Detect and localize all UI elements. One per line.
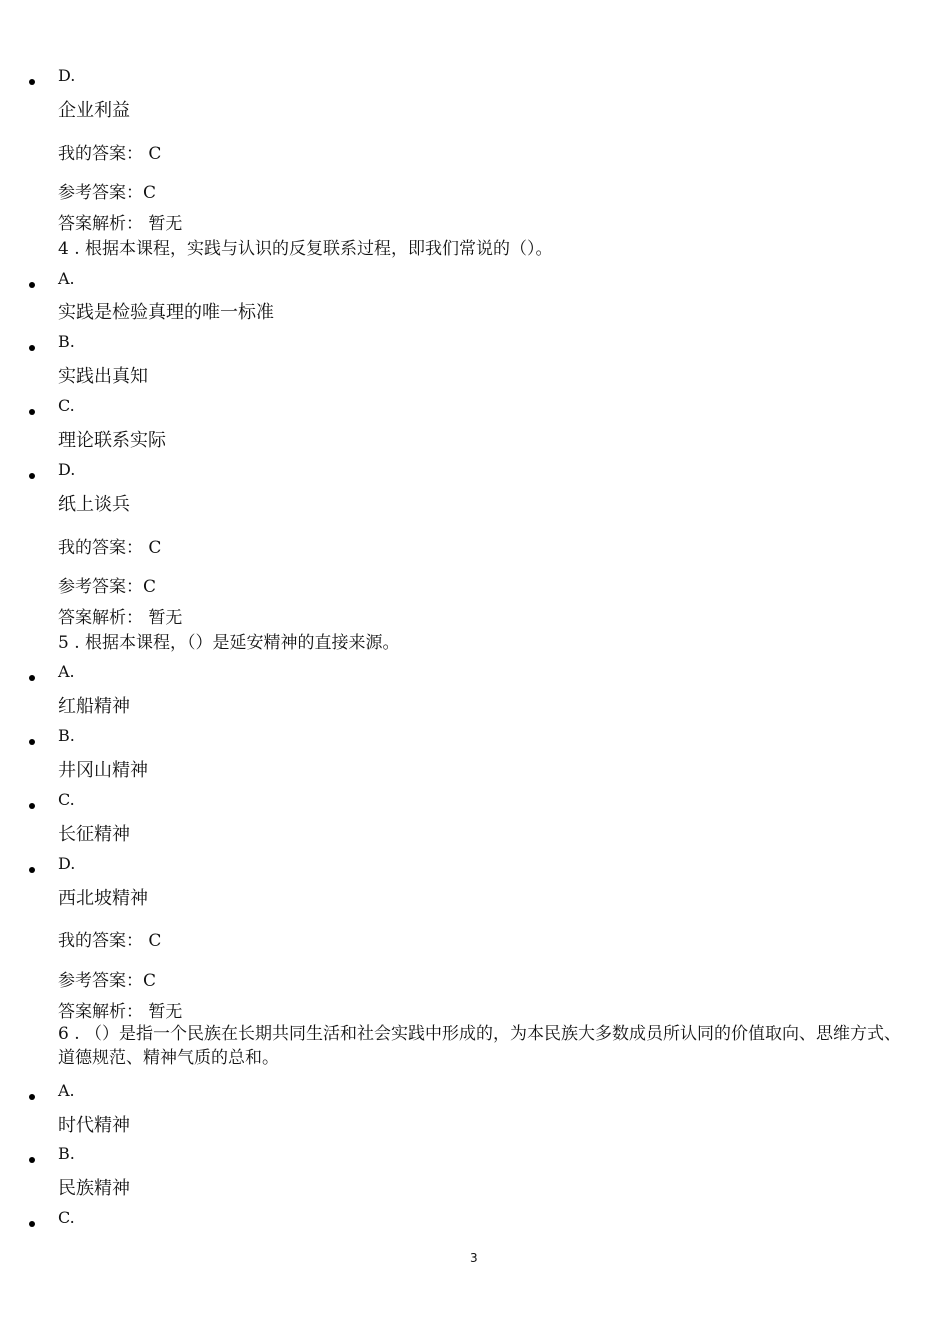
bullet-icon bbox=[29, 345, 35, 351]
bullet-icon bbox=[29, 1157, 35, 1163]
option-letter: B. bbox=[58, 1144, 75, 1163]
my-answer: 我的答案： C bbox=[58, 144, 162, 164]
option-letter: B. bbox=[58, 332, 75, 351]
bullet-icon bbox=[29, 739, 35, 745]
bullet-icon bbox=[29, 803, 35, 809]
question-6-text: 6 . （）是指一个民族在长期共同生活和社会实践中形成的，为本民族大多数成员所认同的价值取向、思维方式、道德规范、精神气质的总和。 bbox=[58, 1024, 902, 1068]
option-text: 长征精神 bbox=[58, 824, 130, 845]
page-number: 3 bbox=[470, 1251, 478, 1265]
option-letter: D. bbox=[58, 460, 76, 479]
answer-analysis: 答案解析： 暂无 bbox=[58, 1002, 183, 1022]
option-letter: C. bbox=[58, 1208, 75, 1227]
bullet-icon bbox=[29, 675, 35, 681]
option-text: 井冈山精神 bbox=[58, 760, 148, 781]
reference-answer: 参考答案：C bbox=[58, 577, 157, 597]
question-4-text: 4 . 根据本课程，实践与认识的反复联系过程，即我们常说的（）。 bbox=[58, 239, 553, 259]
option-letter: A. bbox=[58, 1081, 75, 1100]
bullet-icon bbox=[29, 79, 35, 85]
option-letter: B. bbox=[58, 726, 75, 745]
option-text: 纸上谈兵 bbox=[58, 494, 130, 515]
bullet-icon bbox=[29, 473, 35, 479]
option-text: 时代精神 bbox=[58, 1115, 130, 1136]
answer-analysis: 答案解析： 暂无 bbox=[58, 214, 183, 234]
reference-answer: 参考答案：C bbox=[58, 183, 157, 203]
option-text: 红船精神 bbox=[58, 696, 130, 717]
bullet-icon bbox=[29, 1094, 35, 1100]
option-text: 西北坡精神 bbox=[58, 888, 148, 909]
option-text: 理论联系实际 bbox=[58, 430, 166, 451]
reference-answer: 参考答案：C bbox=[58, 971, 157, 991]
option-text: 实践出真知 bbox=[58, 366, 148, 387]
option-letter: C. bbox=[58, 790, 75, 809]
bullet-icon bbox=[29, 282, 35, 288]
option-letter: D. bbox=[58, 66, 76, 85]
question-5-text: 5 . 根据本课程，（）是延安精神的直接来源。 bbox=[58, 633, 400, 653]
answer-analysis: 答案解析： 暂无 bbox=[58, 608, 183, 628]
bullet-icon bbox=[29, 1221, 35, 1227]
option-text: 民族精神 bbox=[58, 1178, 130, 1199]
option-text: 实践是检验真理的唯一标准 bbox=[58, 302, 274, 323]
option-text: 企业利益 bbox=[58, 100, 130, 121]
bullet-icon bbox=[29, 409, 35, 415]
option-letter: A. bbox=[58, 269, 75, 288]
option-letter: C. bbox=[58, 396, 75, 415]
option-letter: D. bbox=[58, 854, 76, 873]
bullet-icon bbox=[29, 867, 35, 873]
option-letter: A. bbox=[58, 662, 75, 681]
my-answer: 我的答案： C bbox=[58, 538, 162, 558]
my-answer: 我的答案： C bbox=[58, 931, 162, 951]
